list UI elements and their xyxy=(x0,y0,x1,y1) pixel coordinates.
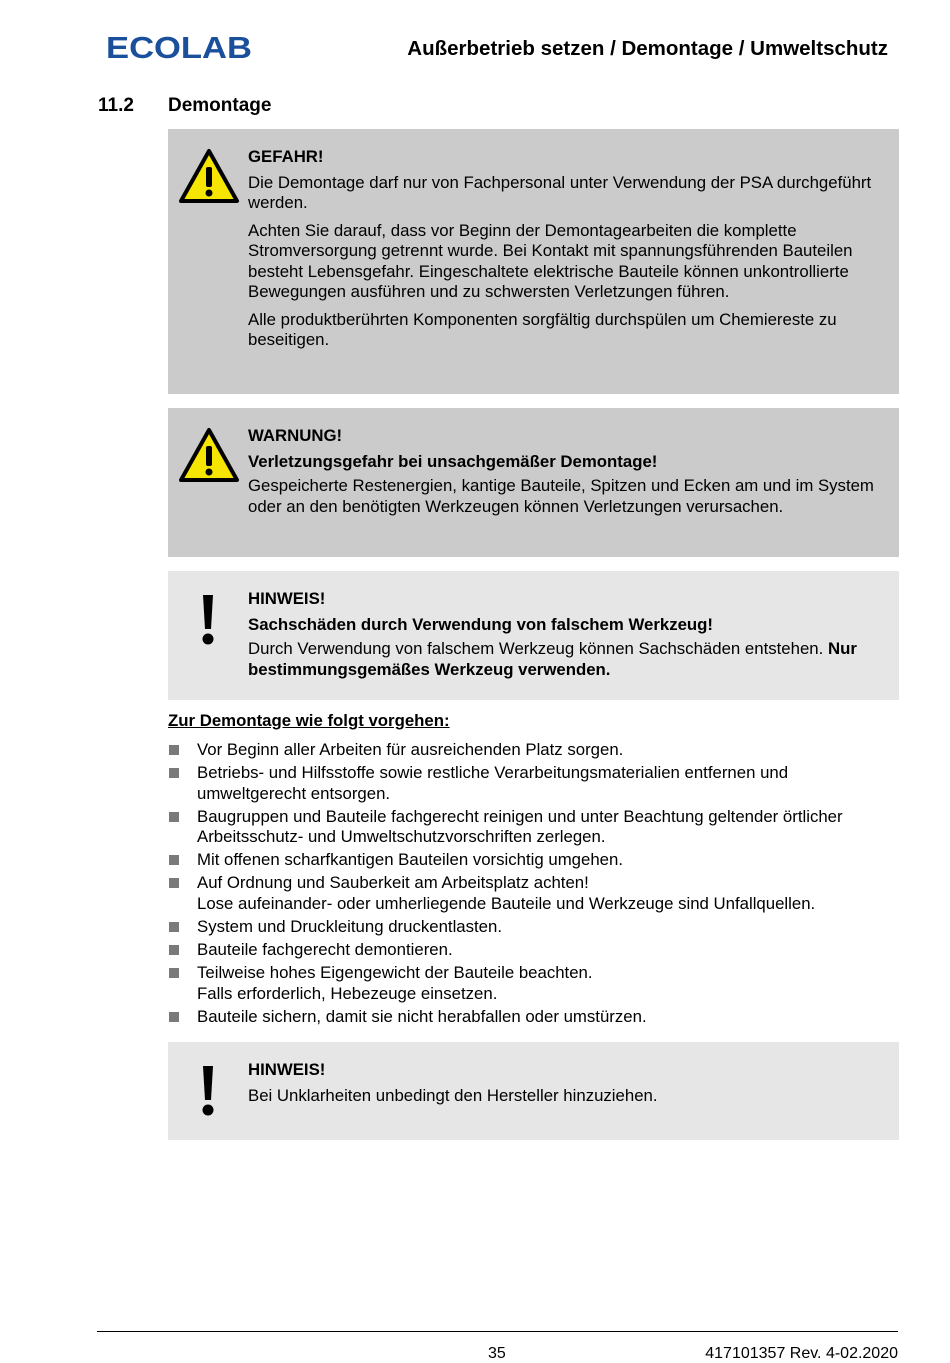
notice1-text xyxy=(248,639,879,680)
bullet-square-icon xyxy=(169,922,179,932)
exclamation-icon xyxy=(200,593,216,647)
bullet-square-icon xyxy=(169,855,179,865)
notice1-signal-word: HINWEIS! xyxy=(248,589,326,608)
list-item: Teilweise hohes Eigengewicht der Bauteile beachten. Falls erforderlich, Hebezeuge einsetzen. xyxy=(168,963,888,1004)
danger-text-3: Alle produktberührten Komponenten sorgfältig durchspülen um Chemiereste zu beseitigen. xyxy=(248,309,837,349)
bullet-square-icon xyxy=(169,878,179,888)
notice2-text: Bei Unklarheiten unbedingt den Hersteller hinzuziehen. xyxy=(248,1085,658,1105)
danger-box xyxy=(168,129,899,394)
danger-text-2: Achten Sie darauf, dass vor Beginn der Demontagearbeiten die komplette Stromversorgung getrennt wurde. Bei Kontakt mit spannungsführenden Bauteilen besteht Lebensgefahr. Eingeschaltete elektrische Bauteile können unkontrollierte Bewegungen ausführen und zu schwersten Verletzungen führen. xyxy=(248,220,853,301)
bullet-square-icon xyxy=(169,745,179,755)
list-item: Betriebs- und Hilfsstoffe sowie restliche Verarbeitungsmaterialien entfernen und umweltgerecht entsorgen. xyxy=(168,763,888,804)
list-item: Baugruppen und Bauteile fachgerecht reinigen und unter Beachtung geltender örtlicher Arbeitsschutz- und Umweltschutzvorschriften zerlegen. xyxy=(168,807,888,848)
list-item: Bauteile fachgerecht demontieren. xyxy=(168,940,888,961)
notice-box-1 xyxy=(168,571,899,700)
bullet-square-icon xyxy=(169,768,179,778)
list-item: System und Druckleitung druckentlasten. xyxy=(168,917,888,938)
steps-list xyxy=(168,740,888,1030)
bullet-square-icon xyxy=(169,1012,179,1022)
notice1-headline: Sachschäden durch Verwendung von falschem Werkzeug! xyxy=(248,614,714,634)
section-title: Demontage xyxy=(168,95,272,116)
warning-signal-word: WARNUNG! xyxy=(248,426,343,445)
page-number: 35 xyxy=(488,1345,506,1362)
notice-box-2 xyxy=(168,1042,899,1140)
list-item: Auf Ordnung und Sauberkeit am Arbeitsplatz achten! Lose aufeinander- oder umherliegende Bauteile und Werkzeuge sind Unfallquellen. xyxy=(168,873,888,914)
notice1-text-main: Durch Verwendung von falschem Werkzeug können Sachschäden entstehen. xyxy=(248,639,824,658)
warning-triangle-icon xyxy=(178,427,240,483)
bullet-square-icon xyxy=(169,812,179,822)
bullet-square-icon xyxy=(169,968,179,978)
notice2-signal-word: HINWEIS! xyxy=(248,1060,326,1079)
list-item: Bauteile sichern, damit sie nicht herabfallen oder umstürzen. xyxy=(168,1007,888,1028)
warning-triangle-icon xyxy=(178,148,240,204)
section-number: 11.2 xyxy=(98,95,134,116)
exclamation-icon xyxy=(200,1064,216,1118)
list-item: Mit offenen scharfkantigen Bauteilen vorsichtig umgehen. xyxy=(168,850,888,871)
ecolab-logo xyxy=(106,30,256,62)
header-title: Außerbetrieb setzen / Demontage / Umweltschutz xyxy=(407,37,888,60)
list-item: Vor Beginn aller Arbeiten für ausreichenden Platz sorgen. xyxy=(168,740,888,761)
footer-divider xyxy=(97,1331,898,1332)
danger-signal-word: GEFAHR! xyxy=(248,147,324,166)
logo-text: ECOLAB xyxy=(106,30,252,62)
document-revision: 417101357 Rev. 4-02.2020 xyxy=(705,1345,898,1362)
bullet-square-icon xyxy=(169,945,179,955)
warning-text: Gespeicherte Restenergien, kantige Bauteile, Spitzen und Ecken am und im System oder an den benötigten Werkzeugen können Verletzungen verursachen. xyxy=(248,476,874,516)
danger-text-1: Die Demontage darf nur von Fachpersonal unter Verwendung der PSA durchgeführt werden. xyxy=(248,172,872,212)
warning-headline: Verletzungsgefahr bei unsachgemäßer Demontage! xyxy=(248,451,658,471)
notice1-emphasis: Nur bestimmungsgemäßes Werkzeug verwenden. xyxy=(248,639,857,679)
steps-heading: Zur Demontage wie folgt vorgehen: xyxy=(168,711,450,730)
warning-box xyxy=(168,408,899,557)
